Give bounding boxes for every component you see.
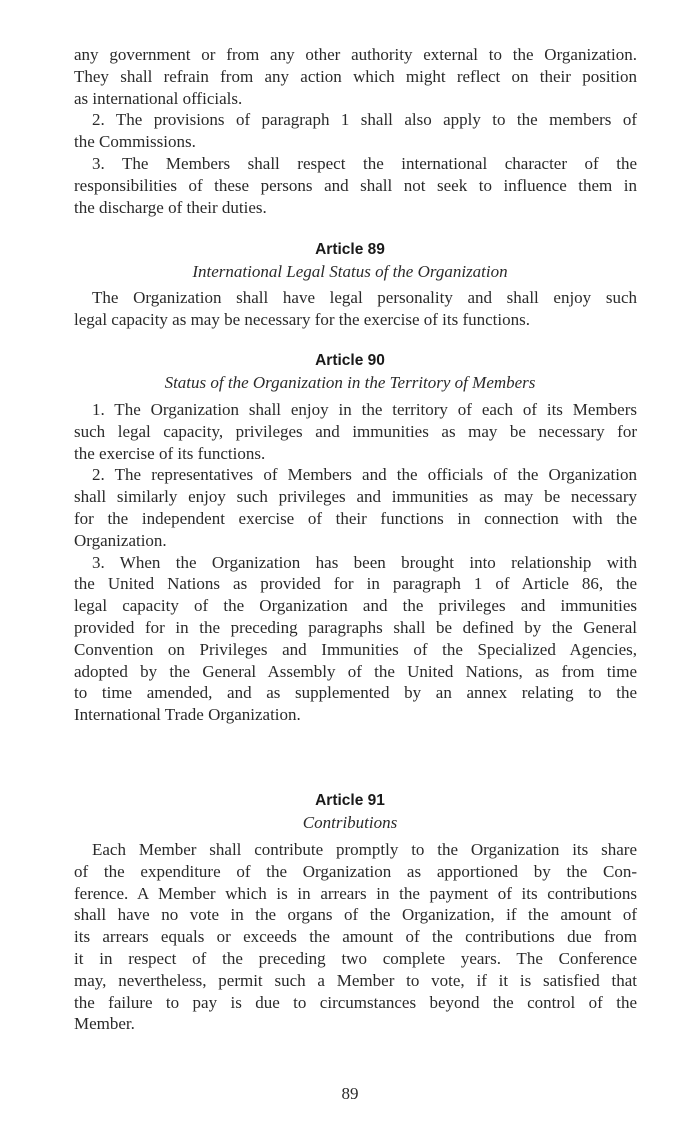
text-section [74,44,637,218]
page-number: 89 [341,1084,359,1103]
text-line: as international officials. [74,88,243,108]
article-heading: Article 90 [315,352,385,369]
text-line: 2. The representatives of Members and the officials of the Organization [92,465,637,485]
paragraph [74,109,637,153]
paragraph [74,552,637,726]
text-line: International Trade Organization. [74,705,301,725]
text-line: provided for in the preceding paragraphs shall be defined by the General [74,617,637,637]
text-line: 1. The Organization shall enjoy in the territory of each of its Members [92,400,637,419]
text-line: ference. A Member which is in arrears in the payment of its contributions [74,883,637,903]
article-subtitle: Status of the Organization in the Territory of Members [164,373,536,392]
text-line: the exercise of its functions. [74,443,266,463]
text-line: adopted by the General Assembly of the United Nations, as from time [74,661,637,681]
paragraph [74,464,637,551]
text-line: Convention on Privileges and Immunities of the Specialized Agencies, [74,639,637,659]
paragraph [74,399,637,464]
text-line: 2. The provisions of paragraph 1 shall also apply to the members of [92,110,637,130]
article-subtitle: International Legal Status of the Organization [192,262,508,281]
text-line: The Organization shall have legal personality and shall enjoy such [92,288,637,307]
paragraph [74,153,637,218]
text-line: responsibilities of these persons and shall not seek to influence them in [74,175,637,195]
text-section [74,839,637,1035]
text-line: the United Nations as provided for in paragraph 1 of Article 86, the [74,574,637,594]
article-subtitle: Contributions [302,813,398,832]
text-line: legal capacity of the Organization and the privileges and immunities [74,596,637,616]
text-line: such legal capacity, privileges and immunities as may be necessary for [74,421,637,441]
text-line: Organization. [74,530,167,550]
text-line: any government or from any other authority external to the Organization. [74,45,637,64]
text-line: shall similarly enjoy such privileges and immunities as may be necessary [74,487,637,507]
paragraph [74,839,637,1035]
article-heading: Article 89 [315,241,385,258]
text-line: of the expenditure of the Organization as apportioned by the Con- [74,861,637,881]
text-line: legal capacity as may be necessary for the exercise of its functions. [74,309,530,329]
text-section [74,287,637,331]
article-heading: Article 91 [315,792,385,809]
text-section [74,399,637,726]
text-line: it in respect of the preceding two complete years. The Conference [74,948,637,968]
paragraph [74,287,637,331]
text-line: They shall refrain from any action which might reflect on their position [74,66,637,86]
text-line: 3. When the Organization has been brought into relationship with [92,552,637,572]
text-line: for the independent exercise of their functions in connection with the [74,508,637,528]
text-line: its arrears equals or exceeds the amount of the contributions due from [74,927,637,947]
text-line: the discharge of their duties. [74,197,267,217]
text-line: the Commissions. [74,132,196,152]
text-line: the failure to pay is due to circumstances beyond the control of the [74,992,637,1012]
paragraph [74,44,637,109]
text-line: Each Member shall contribute promptly to the Organization its share [92,840,637,859]
text-line: 3. The Members shall respect the international character of the [92,153,637,173]
text-line: Member. [74,1014,135,1034]
text-line: to time amended, and as supplemented by an annex relating to the [74,683,637,703]
text-line: may, nevertheless, permit such a Member to vote, if it is satisfied that [74,970,637,990]
text-line: shall have no vote in the organs of the Organization, if the amount of [74,905,637,925]
